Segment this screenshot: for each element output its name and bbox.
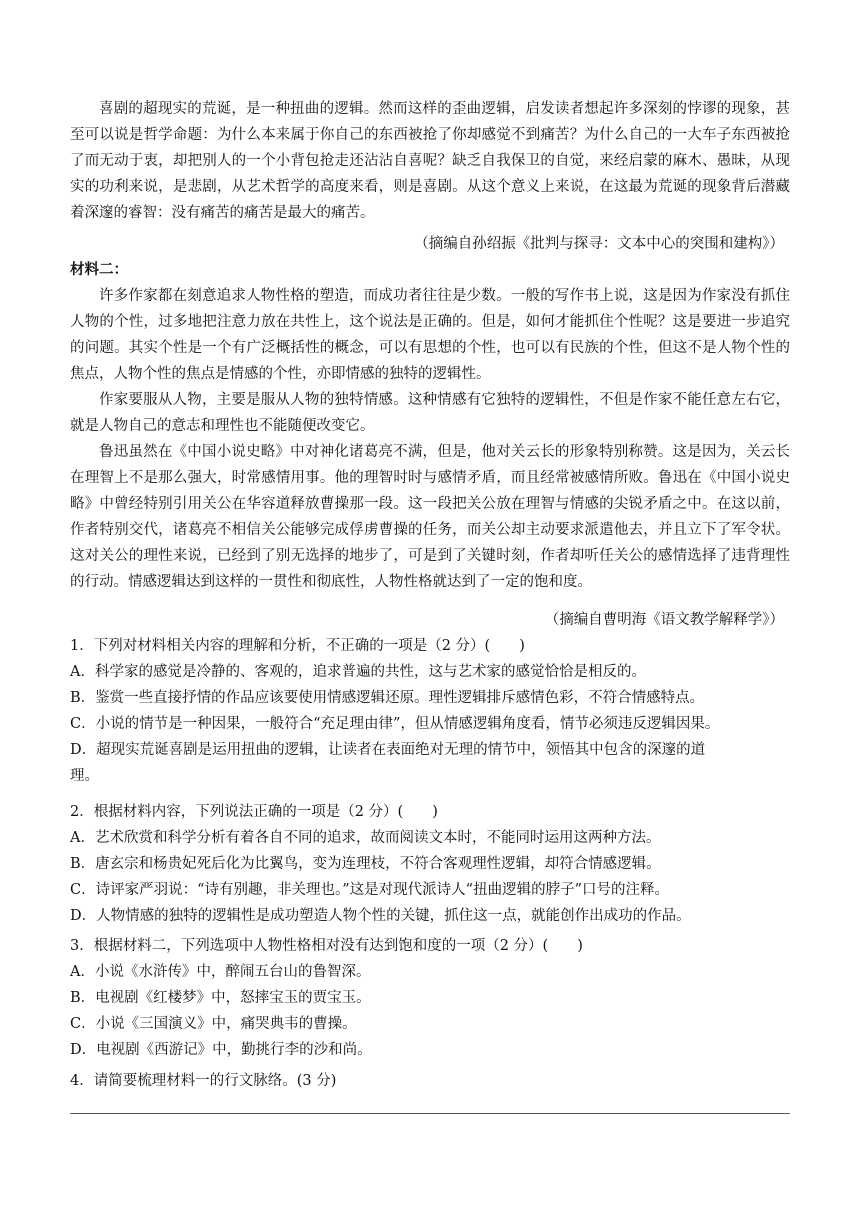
passage1-source: （摘编自孙绍振《批判与探寻：文本中心的突围和建构》）: [414, 236, 784, 252]
question-3-stem: 3．根据材料二，下列选项中人物性格相对没有达到饱和度的一项（2 分）( ): [70, 938, 583, 954]
material2-paragraph-3: 鲁迅虽然在《中国小说史略》中对神化诸葛亮不满，但是，他对关云长的形象特别称赞。这是因为，关云长在理智上不是那么强大，时常感情用事。他的理智时时与感情矛盾，而且经常被感情所败。鲁迅在《中国小说史略》中曾经特别引用关公在华容道释放曹操那一段。这一段把关公放在理智与情感的尖锐矛盾之中。在这以前，作者特别交代，诸葛亮不相信关公能够完成俘虏曹操的任务，而关公却主动要求派遣他去，并且立下了军令状。这对关公的理性来说，已经到了别无选择的地步了，可是到了关键时刻，作者却听任关公的感情选择了违背理性的行动。情感逻辑达到这样的一贯性和彻底性，人物性格就达到了一定的饱和度。: [70, 444, 790, 590]
question-2-option-b: B．唐玄宗和杨贵妃死后化为比翼鸟，变为连理枝，不符合客观理性逻辑，却符合情感逻辑。: [70, 856, 661, 872]
question-1: [70, 633, 770, 789]
question-4-stem: 4．请简要梳理材料一的行文脉络。(3 分): [70, 1073, 337, 1089]
question-3-option-c: C．小说《三国演义》中，痛哭典韦的曹操。: [70, 1016, 357, 1032]
passage1-paragraph: 喜剧的超现实的荒诞，是一种扭曲的逻辑。然而这样的歪曲逻辑，启发读者想起许多深刻的悖谬的现象，甚至可以说是哲学命题：为什么本来属于你自己的东西被抢了你却感觉不到痛苦？为什么自己的一大车子东西被抢了而无动于衷，却把别人的一个小背包抢走还沾沾自喜呢？缺乏自我保卫的自觉，来经启蒙的麻木、愚昧，从现实的功利来说，是悲剧，从艺术哲学的高度来看，则是喜剧。从这个意义上来说，在这最为荒诞的现象背后潜藏着深邃的睿智：没有痛苦的痛苦是最大的痛苦。: [70, 101, 790, 221]
answer-line[interactable]: [70, 1113, 790, 1114]
question-1-stem: 1．下列对材料相关内容的理解和分析，不正确的一项是（2 分）( ): [70, 638, 525, 654]
material2-source: （摘编自曹明海《语文教学解释学》）: [544, 612, 784, 628]
passage1-paragraph-block: [70, 96, 790, 226]
question-1-option-a: A．科学家的感觉是冷静的、客观的，追求普遍的共性，这与艺术家的感觉恰恰是相反的。: [70, 664, 646, 680]
question-1-option-b: B．鉴赏一些直接抒情的作品应该要使用情感逻辑还原。理性逻辑排斥感情色彩，不符合情感特点。: [70, 690, 705, 706]
material2-paragraph-1: 许多作家都在刻意追求人物性格的塑造，而成功者往往是少数。一般的写作书上说，这是因为作家没有抓住人物的个性，过多地把注意力放在共性上，这个说法是正确的。但是，如何才能抓住个性呢？这是要进一步追究的问题。其实个性是一个有广泛概括性的概念，可以有思想的个性，也可以有民族的个性，但这不是人物个性的焦点，人物个性的焦点是情感的个性，亦即情感的独特的逻辑性。: [70, 288, 790, 382]
material2-heading: 材料二：: [70, 261, 128, 278]
question-4: [70, 1068, 770, 1094]
question-2: [70, 799, 770, 929]
question-2-option-c: C．诗评家严羽说：“诗有别趣，非关理也。”这是对现代派诗人“扭曲逻辑的脖子”口号的注释。: [70, 882, 669, 898]
question-2-option-d: D．人物情感的独特的逻辑性是成功塑造人物个性的关键，抓住这一点，就能创作出成功的作品。: [70, 908, 691, 924]
question-1-option-d-cont: 理。: [70, 768, 99, 784]
question-2-stem: 2．根据材料内容，下列说法正确的一项是（2 分）( ): [70, 804, 438, 820]
question-3-option-d: D．电视剧《西游记》中，勤挑行李的沙和尚。: [70, 1042, 372, 1058]
question-3-option-a: A．小说《水浒传》中，醉闹五台山的鲁智深。: [70, 964, 371, 980]
material2-body: [70, 283, 790, 595]
question-3-option-b: B．电视剧《红楼梦》中，怒摔宝玉的贾宝玉。: [70, 990, 371, 1006]
question-2-option-a: A．艺术欣赏和科学分析有着各自不同的追求，故而阅读文本时，不能同时运用这两种方法。: [70, 830, 661, 846]
question-3: [70, 933, 770, 1063]
question-1-option-c: C．小说的情节是一种因果，一般符合“充足理由律”，但从情感逻辑角度看，情节必须违反逻辑因果。: [70, 716, 720, 732]
material2-paragraph-2: 作家要服从人物，主要是服从人物的独特情感。这种情感有它独特的逻辑性，不但是作家不能任意左右它，就是人物自己的意志和理性也不能随便改变它。: [70, 392, 790, 434]
question-1-option-d: D．超现实荒诞喜剧是运用扭曲的逻辑，让读者在表面绝对无理的情节中，领悟其中包含的深邃的道: [70, 742, 706, 758]
